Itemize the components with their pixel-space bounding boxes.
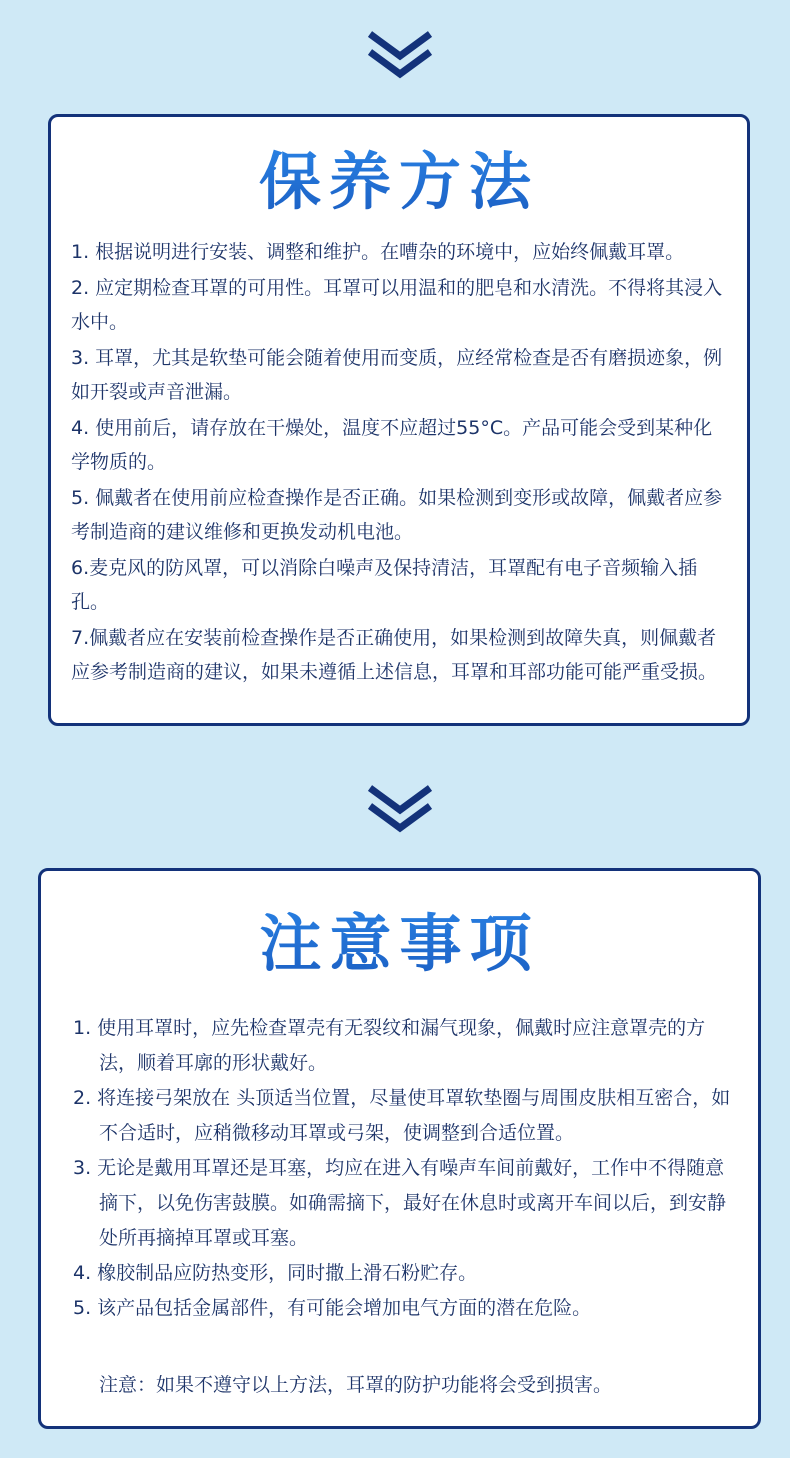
precautions-list [73,1011,732,1326]
list-item: 4. 使用前后，请存放在干燥处，温度不应超过55°C。产品可能会受到某种化学物质的。 [71,417,713,473]
precautions-note: 注意：如果不遵守以上方法，耳罩的防护功能将会受到损害。 [99,1374,613,1396]
list-item: 3. 无论是戴用耳罩还是耳塞，均应在进入有噪声车间前戴好，工作中不得随意摘下，以免伤害鼓膜。如确需摘下，最好在休息时或离开车间以后，到安静处所再摘掉耳罩或耳塞。 [73,1157,727,1249]
list-item: 6.麦克风的防风罩，可以消除白噪声及保持清洁，耳罩配有电子音频输入插孔。 [71,557,698,613]
list-item: 7.佩戴者应在安装前检查操作是否正确使用，如果检测到故障失真，则佩戴者应参考制造商的建议，如果未遵循上述信息，耳罩和耳部功能可能严重受损。 [71,627,718,683]
maintenance-list [71,235,729,691]
double-chevron-down-icon [366,30,434,80]
double-chevron-down-icon [366,784,434,834]
list-item: 2. 将连接弓架放在 头顶适当位置，尽量使耳罩软垫圈与周围皮肤相互密合，如不合适时，应稍微移动耳罩或弓架，使调整到合适位置。 [73,1087,731,1144]
maintenance-card [48,114,750,726]
list-item: 5. 该产品包括金属部件，有可能会增加电气方面的潜在危险。 [73,1297,592,1319]
precautions-title: 注意事项 [41,871,758,989]
precautions-card [38,868,761,1429]
list-item: 2. 应定期检查耳罩的可用性。耳罩可以用温和的肥皂和水清洗。不得将其浸入水中。 [71,277,723,333]
list-item: 3. 耳罩，尤其是软垫可能会随着使用而变质，应经常检查是否有磨损迹象，例如开裂或声音泄漏。 [71,347,723,403]
list-item: 1. 根据说明进行安装、调整和维护。在嘈杂的环境中，应始终佩戴耳罩。 [71,241,685,263]
list-item: 1. 使用耳罩时，应先检查罩壳有无裂纹和漏气现象，佩戴时应注意罩壳的方法，顺着耳廓的形状戴好。 [73,1017,706,1074]
maintenance-title: 保养方法 [51,117,747,225]
list-item: 4. 橡胶制品应防热变形，同时撒上滑石粉贮存。 [73,1262,478,1284]
list-item: 5. 佩戴者在使用前应检查操作是否正确。如果检测到变形或故障，佩戴者应参考制造商的建议维修和更换发动机电池。 [71,487,723,543]
